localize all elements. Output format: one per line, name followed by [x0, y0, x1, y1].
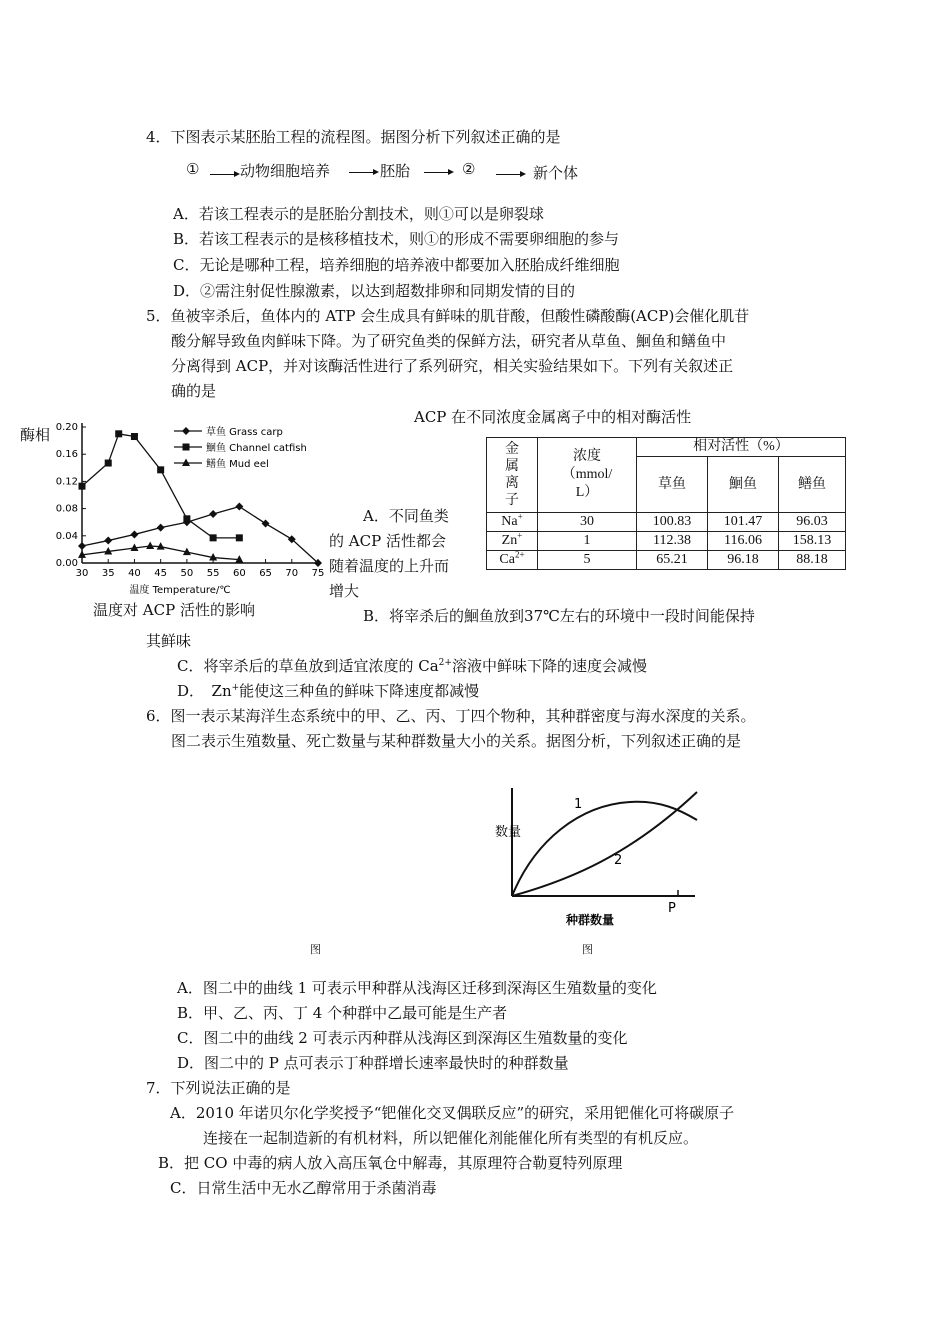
- data-point: [130, 530, 138, 538]
- y-tick-label: 0.20: [55, 422, 78, 433]
- q4-flow-step1: ①: [186, 160, 200, 178]
- q6-option-b: B．甲、乙、丙、丁 4 个种群中乙最可能是生产者: [177, 1004, 508, 1022]
- chart-ylabel: 酶相: [20, 426, 51, 444]
- q4-flow-culture: 动物细胞培养: [240, 162, 331, 180]
- q4-option-b: B．若该工程表示的是核移植技术，则①的形成不需要卵细胞的参与: [173, 230, 620, 248]
- data-point: [104, 537, 112, 545]
- q4-flow-step2: ②: [462, 160, 476, 178]
- fig2-point-p: P: [668, 901, 676, 916]
- q5-stem-line3: 分离得到 ACP，并对该酶活性进行了系列研究，相关实验结果如下。下列有关叙述正: [171, 357, 734, 375]
- x-tick-label: 55: [206, 568, 220, 579]
- x-tick-label: 45: [154, 568, 168, 579]
- flow-arrow-icon: [210, 174, 238, 175]
- table-row: Zn+ 1 112.38 116.06 158.13: [487, 532, 846, 551]
- q7-stem: 7．下列说法正确的是: [146, 1079, 291, 1097]
- q6-stem-line1: 6．图一表示某海洋生态系统中的甲、乙、丙、丁四个物种，其种群密度与海水深度的关系。: [146, 707, 756, 725]
- x-tick-label: 50: [180, 568, 194, 579]
- data-point: [183, 444, 190, 451]
- q7-option-c: C．日常生活中无水乙醇常用于杀菌消毒: [170, 1179, 437, 1197]
- q4-option-d: D．②需注射促性腺激素，以达到超数排卵和同期发情的目的: [173, 282, 576, 300]
- q5-option-b-line1: B．将宰杀后的鮰鱼放到37℃左右的环境中一段时间能保持: [363, 607, 755, 625]
- data-point: [115, 430, 122, 437]
- legend-label: 鮰鱼 Channel catfish: [206, 443, 307, 454]
- data-point: [157, 466, 164, 473]
- acp-temperature-chart: [40, 415, 340, 600]
- data-point: [262, 520, 270, 528]
- x-axis-label: 温度 Temperature/℃: [129, 585, 231, 596]
- data-point: [183, 515, 190, 522]
- x-tick-label: 70: [285, 568, 299, 579]
- q5-option-a-line1: A．不同鱼类: [363, 507, 449, 525]
- q5-option-b-line2: 其鲜味: [146, 632, 192, 650]
- data-point: [105, 460, 112, 467]
- table-title: ACP 在不同浓度金属离子中的相对酶活性: [414, 408, 692, 426]
- fig2-population-graph: [490, 780, 710, 930]
- q5-stem-line1: 5．鱼被宰杀后，鱼体内的 ATP 会生成具有鲜味的肌苷酸，但酸性磷酸酶(ACP)会催化肌苷: [146, 307, 750, 325]
- fig2-ylabel: 数量: [495, 825, 522, 840]
- q4-option-a: A．若该工程表示的是胚胎分割技术，则①可以是卵裂球: [173, 205, 544, 223]
- x-tick-label: 65: [259, 568, 272, 579]
- q4-flow-new-individual: 新个体: [533, 164, 579, 182]
- q7-option-a-line1: A．2010 年诺贝尔化学奖授予“钯催化交叉偶联反应”的研究，采用钯催化可将碳原子: [170, 1104, 735, 1122]
- chart-caption: 温度对 ACP 活性的影响: [93, 601, 255, 619]
- x-tick-label: 75: [311, 568, 325, 579]
- series-0: [78, 503, 322, 567]
- data-point: [210, 534, 217, 541]
- table-row: $Ca^{2+}$ 5 65.21 96.18 88.18: [487, 551, 846, 570]
- data-point: [236, 534, 243, 541]
- x-tick-label: 30: [75, 568, 89, 579]
- fig1-label: 图: [310, 943, 321, 956]
- q4-flow-embryo: 胚胎: [380, 162, 411, 180]
- q4-option-c: C．无论是哪种工程，培养细胞的培养液中都要加入胚胎成纤维细胞: [173, 256, 620, 274]
- q7-option-a-line2: 连接在一起制造新的有机材料，所以钯催化剂能催化所有类型的有机反应。: [203, 1129, 699, 1147]
- flow-arrow-icon: [424, 172, 452, 173]
- data-point: [157, 524, 165, 532]
- q7-option-b: B．把 CO 中毒的病人放入高压氧仓中解毒，其原理符合勒夏特列原理: [158, 1154, 623, 1172]
- th-ion: 金 属 离 子: [487, 438, 538, 513]
- fig2-xlabel: 种群数量: [566, 913, 615, 927]
- fig2-label: 图: [582, 943, 593, 956]
- y-tick-label: 0.12: [55, 476, 78, 488]
- q5-option-a-line2: 的 ACP 活性都会: [329, 532, 446, 550]
- x-tick-label: 60: [232, 568, 246, 579]
- q5-option-d: D． Zn+能使这三种鱼的鲜味下降速度都减慢: [177, 682, 480, 700]
- x-tick-label: 40: [128, 568, 141, 579]
- x-tick-label: 35: [101, 568, 115, 579]
- q4-stem: 4．下图表示某胚胎工程的流程图。据图分析下列叙述正确的是: [146, 128, 561, 146]
- table-row: Na+ 30 100.83 101.47 96.03: [487, 513, 846, 532]
- th-eel: 鳝鱼: [779, 457, 846, 513]
- data-point: [131, 433, 138, 440]
- data-point: [79, 483, 86, 490]
- legend-label: 鳝鱼 Mud eel: [206, 459, 269, 470]
- fig2-curve1-label: 1: [574, 797, 583, 812]
- y-tick-label: 0.16: [55, 449, 78, 461]
- data-point: [235, 503, 243, 511]
- fig2-curve2-label: 2: [614, 853, 623, 868]
- y-tick-label: 0.08: [55, 503, 78, 515]
- q6-stem-line2: 图二表示生殖数量、死亡数量与某种群数量大小的关系。据图分析，下列叙述正确的是: [171, 732, 742, 750]
- q6-option-d: D．图二中的 P 点可表示丁种群增长速率最快时的种群数量: [177, 1054, 569, 1072]
- legend-label: 草鱼 Grass carp: [206, 427, 283, 438]
- q6-option-c: C．图二中的曲线 2 可表示丙种群从浅海区到深海区生殖数量的变化: [177, 1029, 628, 1047]
- data-point: [182, 427, 190, 435]
- flow-arrow-icon: [496, 174, 524, 175]
- y-tick-label: 0.04: [55, 530, 78, 542]
- data-point: [146, 542, 154, 550]
- data-point: [182, 459, 190, 467]
- q6-option-a: A．图二中的曲线 1 可表示甲种群从浅海区迁移到深海区生殖数量的变化: [177, 979, 657, 997]
- flow-arrow-icon: [349, 172, 377, 173]
- data-point: [78, 542, 86, 550]
- th-catfish: 鮰鱼: [708, 457, 779, 513]
- data-point: [209, 510, 217, 518]
- q5-stem-line2: 酸分解导致鱼肉鲜味下降。为了研究鱼类的保鲜方法，研究者从草鱼、鮰鱼和鳝鱼中: [171, 332, 727, 350]
- y-tick-label: 0.00: [55, 558, 78, 569]
- q5-stem-line4: 确的是: [171, 382, 217, 400]
- acp-metal-ion-table: [486, 437, 846, 570]
- q5-option-c: C．将宰杀后的草鱼放到适宜浓度的 $Ca^{2+}$溶液中鲜味下降的速度会减慢: [177, 657, 647, 675]
- q5-option-a-line3: 随着温度的上升而: [329, 557, 450, 575]
- q5-option-a-line4: 增大: [329, 582, 360, 600]
- th-relative-activity: 相对活性（%）: [637, 438, 846, 457]
- th-concentration: 浓度 （mmol/ L）: [538, 438, 637, 513]
- th-grass-carp: 草鱼: [637, 457, 708, 513]
